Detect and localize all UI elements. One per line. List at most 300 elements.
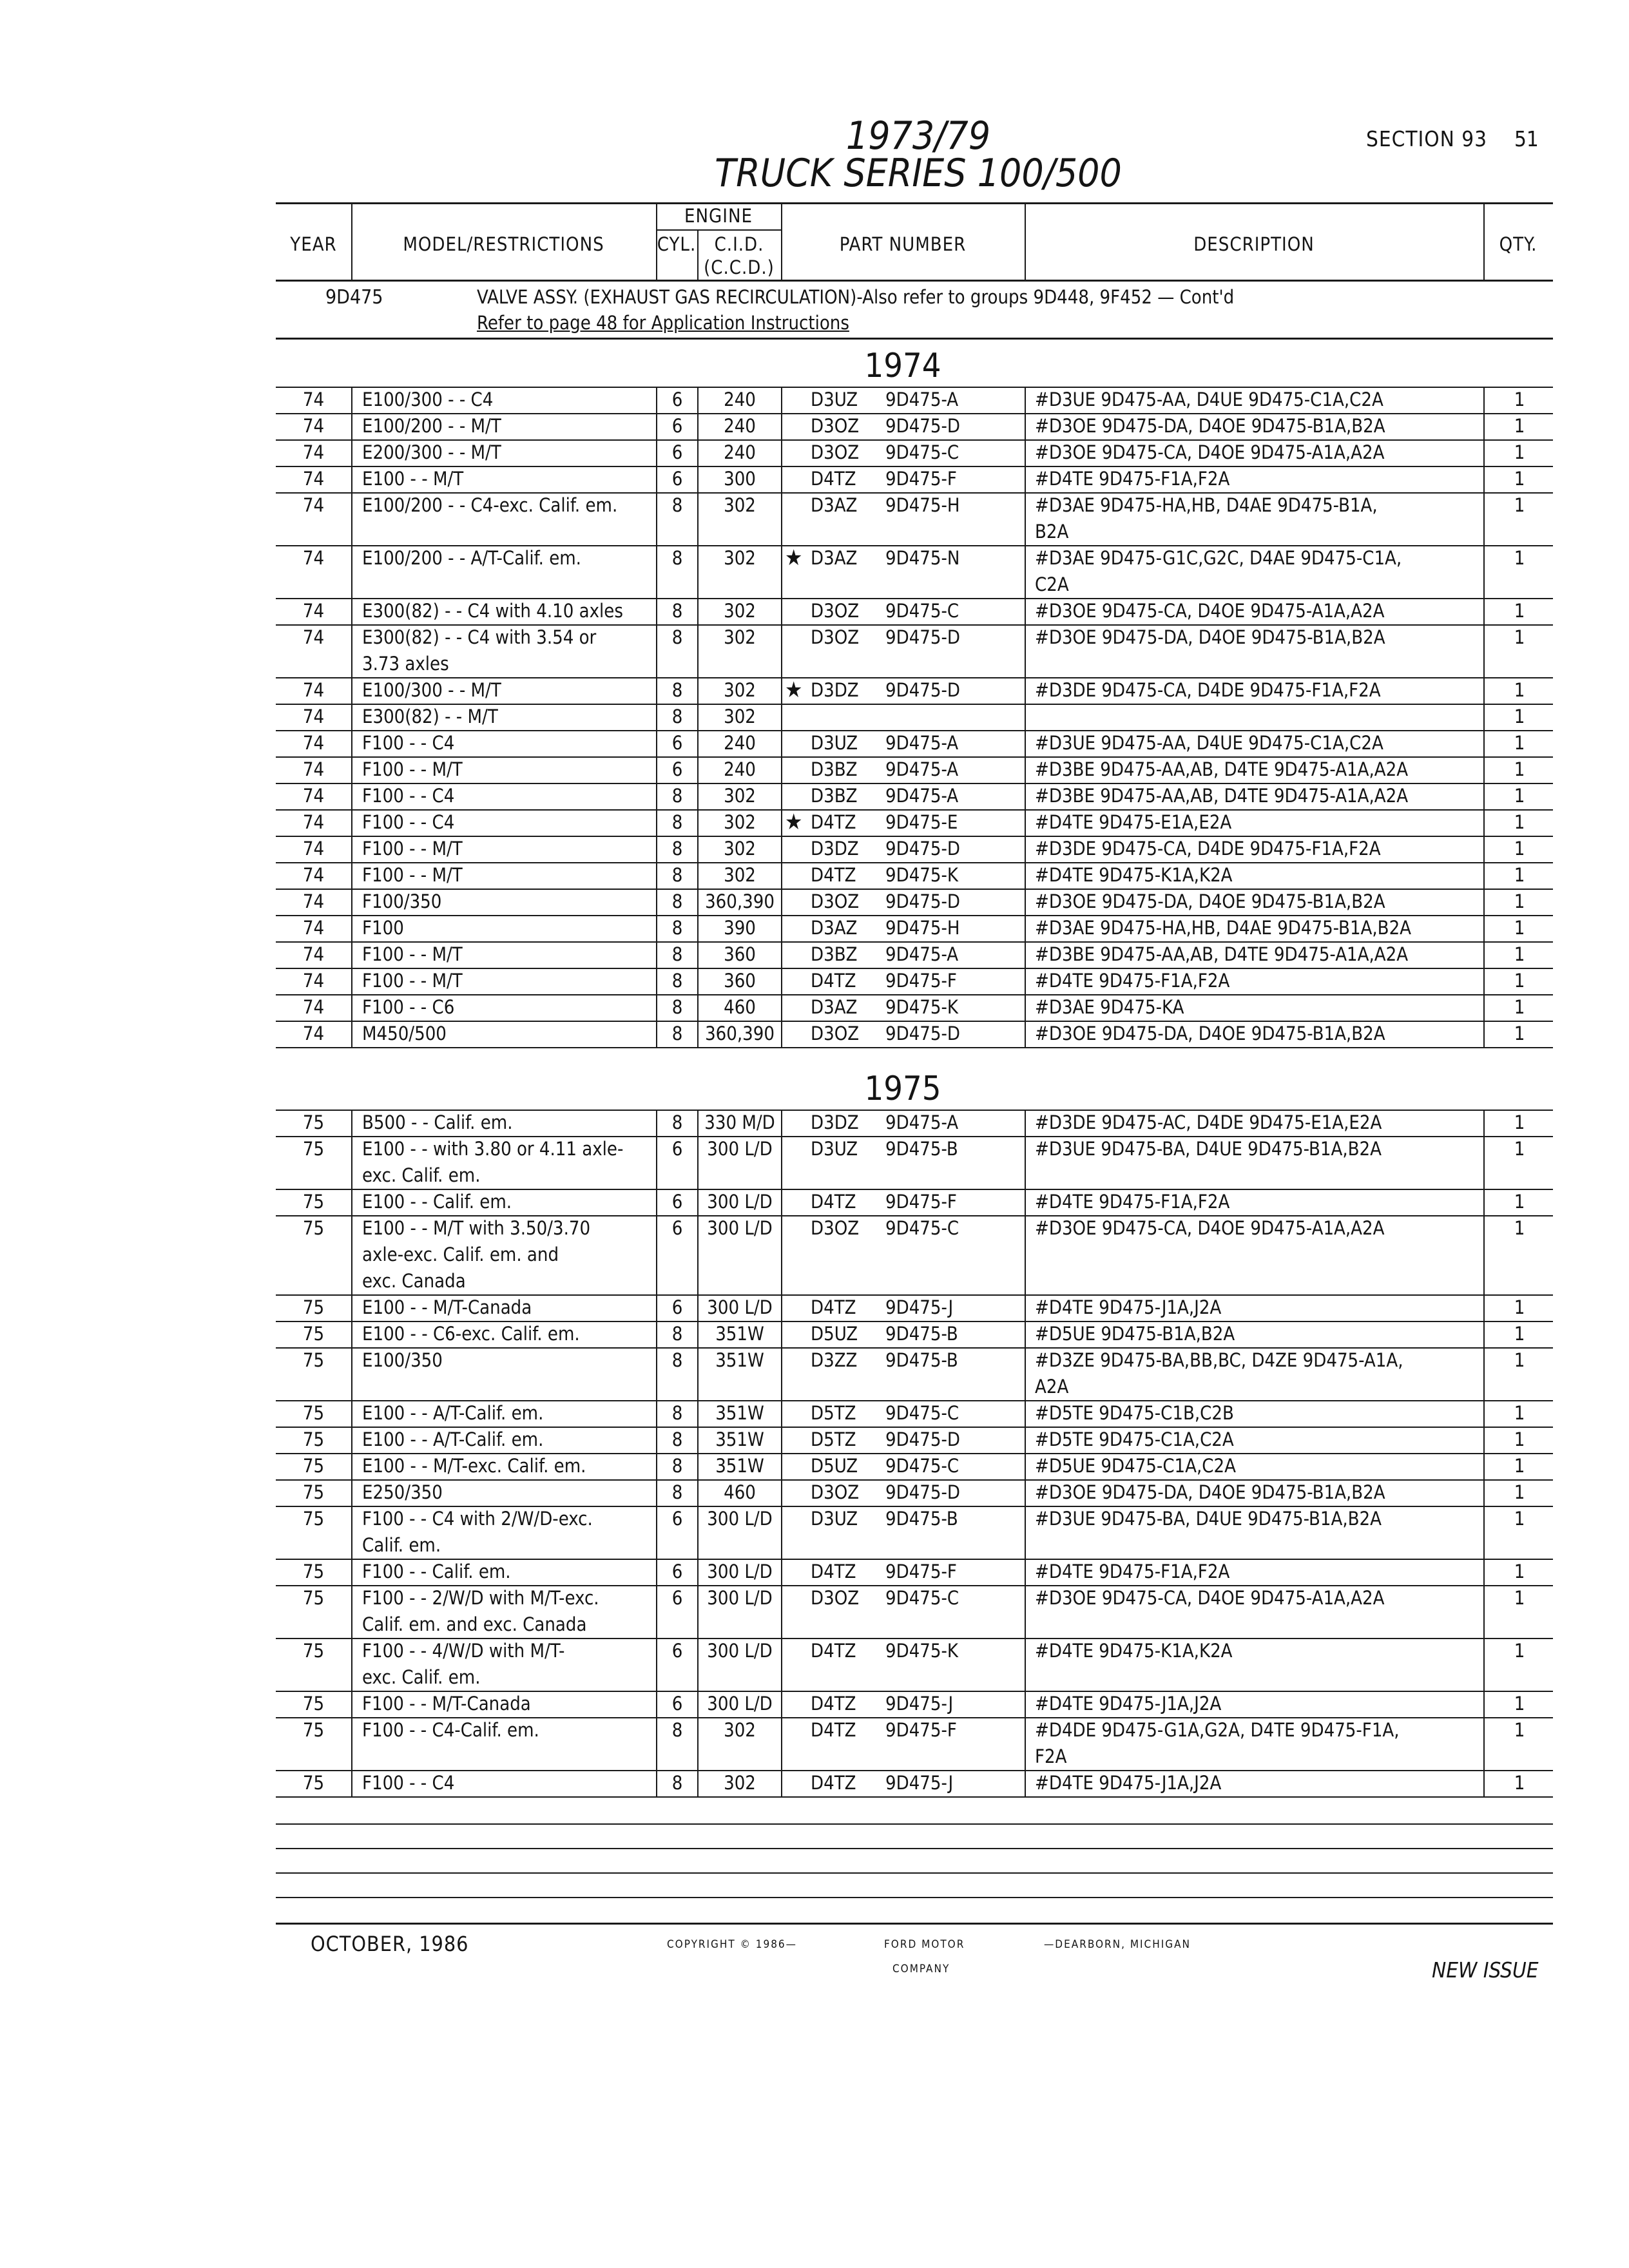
cell-desc: #D4TE 9D475-J1A,J2A [1035,1693,1222,1715]
cell-model: F100 - - C4 with 2/W/D-exc. [362,1508,593,1530]
cell-cyl: 8 [671,917,683,939]
cell-prefix: D3DZ [811,838,859,860]
cell-desc: #D3OE 9D475-DA, D4OE 9D475-B1A,B2A [1035,1023,1385,1044]
cell-model: F100 - - M/T [362,970,463,992]
cell-qty: 1 [1514,1191,1525,1213]
cell-cyl: 6 [671,468,683,490]
cell-qty: 1 [1514,1587,1525,1609]
cell-model: F100 - - M/T [362,943,463,965]
star-icon: ★ [785,809,803,835]
cell-model: B500 - - Calif. em. [362,1111,513,1133]
cell-qty: 1 [1514,1428,1525,1450]
cell-model: 3.73 axles [362,653,449,675]
cell-desc: #D3AE 9D475-HA,HB, D4AE 9D475-B1A, [1035,494,1378,516]
cell-prefix: D3OZ [811,1587,860,1609]
cell-cyl: 8 [671,1023,683,1044]
cell-year: 75 [302,1138,325,1160]
cell-prefix: D3AZ [811,494,858,516]
cell-model: E200/300 - - M/T [362,441,501,463]
cell-prefix: D3UZ [811,389,858,410]
cell-part: 9D475-C [885,600,959,622]
cell-year: 75 [302,1719,325,1741]
cell-prefix: D3OZ [811,1217,860,1239]
cell-year: 74 [302,389,325,410]
cell-prefix: D4TZ [811,1561,856,1582]
cell-qty: 1 [1514,1693,1525,1715]
cell-model: F100 - - M/T [362,758,463,780]
cell-prefix: D5TZ [811,1402,856,1424]
cell-part: 9D475-F [885,970,957,992]
cell-part: 9D475-H [885,494,960,516]
row-rule [276,1796,1553,1798]
cell-year: 74 [302,679,325,701]
cell-model: E100 - - A/T-Calif. em. [362,1428,544,1450]
cell-cyl: 8 [671,943,683,965]
cell-year: 74 [302,415,325,437]
cell-prefix: D3BZ [811,943,858,965]
cell-qty: 1 [1514,1772,1525,1794]
cell-model: F100 - - 2/W/D with M/T-exc. [362,1587,599,1609]
cell-cid: 300 L/D [707,1508,773,1530]
cell-year: 74 [302,838,325,860]
cell-part: 9D475-C [885,1217,959,1239]
cell-model: E300(82) - - C4 with 4.10 axles [362,600,623,622]
cell-year: 74 [302,494,325,516]
cell-cyl: 8 [671,1772,683,1794]
cell-desc: A2A [1035,1376,1069,1398]
cell-desc: #D3BE 9D475-AA,AB, D4TE 9D475-A1A,A2A [1035,785,1409,807]
cell-cid: 302 [724,838,756,860]
cell-qty: 1 [1514,1323,1525,1345]
cell-prefix: D4TZ [811,811,856,833]
cell-cyl: 8 [671,1111,683,1133]
cell-year: 74 [302,785,325,807]
footer-rule [276,1923,1553,1925]
cell-desc: #D5UE 9D475-B1A,B2A [1035,1323,1235,1345]
cell-desc: #D3UE 9D475-BA, D4UE 9D475-B1A,B2A [1035,1138,1382,1160]
group-note: Refer to page 48 for Application Instructions [477,312,849,334]
cell-desc: B2A [1035,521,1069,543]
cell-cyl: 8 [671,890,683,912]
cell-model: E100 - - M/T-Canada [362,1296,532,1318]
cell-prefix: D3OZ [811,441,860,463]
cell-cid: 302 [724,1772,756,1794]
cell-prefix: D3BZ [811,785,858,807]
cell-part: 9D475-J [885,1296,954,1318]
cell-part: 9D475-K [885,864,958,886]
cell-model: E300(82) - - M/T [362,706,498,727]
cell-model: exc. Calif. em. [362,1666,481,1688]
cell-year: 75 [302,1587,325,1609]
cell-cyl: 6 [671,415,683,437]
cell-model: E100 - - A/T-Calif. em. [362,1402,544,1424]
cell-qty: 1 [1514,917,1525,939]
cell-cid: 240 [724,758,756,780]
cell-model: E100/300 - - C4 [362,389,494,410]
cell-part: 9D475-B [885,1508,958,1530]
cell-cid: 300 L/D [707,1296,773,1318]
cell-prefix: D4TZ [811,1296,856,1318]
cell-prefix: D4TZ [811,1772,856,1794]
header-cyl: CYL. [657,233,697,255]
cell-part: 9D475-A [885,1111,959,1133]
star-icon: ★ [785,545,803,571]
cell-desc: #D3OE 9D475-DA, D4OE 9D475-B1A,B2A [1035,415,1385,437]
cell-year: 74 [302,732,325,754]
footer-company-line1: FORD MOTOR [884,1938,965,1951]
column-divider [1025,387,1026,1047]
cell-cid: 302 [724,1719,756,1741]
cell-part: 9D475-F [885,468,957,490]
cell-cyl: 6 [671,732,683,754]
cell-model: F100 - - M/T [362,864,463,886]
cell-part: 9D475-A [885,389,959,410]
cell-cyl: 8 [671,494,683,516]
column-divider [1025,1110,1026,1796]
cell-cyl: 6 [671,1561,683,1582]
cell-cid: 240 [724,389,756,410]
cell-cyl: 8 [671,1719,683,1741]
cell-desc: #D4TE 9D475-F1A,F2A [1035,970,1230,992]
cell-cyl: 6 [671,1217,683,1239]
cell-year: 74 [302,970,325,992]
cell-cyl: 6 [671,1693,683,1715]
cell-model: Calif. em. [362,1534,441,1556]
cell-qty: 1 [1514,890,1525,912]
cell-qty: 1 [1514,1402,1525,1424]
header-model: MODEL/RESTRICTIONS [403,233,604,255]
cell-desc: #D4TE 9D475-E1A,E2A [1035,811,1232,833]
page-title-series: TRUCK SERIES 100/500 [715,151,1122,196]
cell-desc: #D3UE 9D475-AA, D4UE 9D475-C1A,C2A [1035,732,1383,754]
cell-cid: 351W [715,1323,764,1345]
footer-blank-rule [276,1872,1553,1874]
cell-model: axle-exc. Calif. em. and [362,1244,559,1265]
cell-prefix: D3UZ [811,1138,858,1160]
cell-prefix: D3OZ [811,1481,860,1503]
cell-prefix: D5UZ [811,1455,858,1477]
cell-model: M450/500 [362,1023,447,1044]
cell-prefix: D3UZ [811,732,858,754]
cell-qty: 1 [1514,494,1525,516]
cell-model: E100/200 - - M/T [362,415,501,437]
footer-blank-rule [276,1823,1553,1825]
cell-qty: 1 [1514,1719,1525,1741]
cell-part: 9D475-B [885,1349,958,1371]
cell-qty: 1 [1514,1349,1525,1371]
header-ccd: (C.C.D.) [704,256,775,278]
cell-model: F100 - - C4 [362,732,455,754]
cell-prefix: D3OZ [811,890,860,912]
cell-cyl: 8 [671,864,683,886]
cell-model: Calif. em. and exc. Canada [362,1613,587,1635]
cell-part: 9D475-D [885,626,960,648]
cell-model: F100 - - Calif. em. [362,1561,511,1582]
cell-model: E100/300 - - M/T [362,679,501,701]
footer-blank-rule [276,1848,1553,1849]
cell-cyl: 6 [671,758,683,780]
cell-prefix: D3AZ [811,996,858,1018]
cell-cyl: 8 [671,1349,683,1371]
column-divider [1483,1110,1485,1796]
cell-prefix: D3DZ [811,1111,859,1133]
cell-part: 9D475-D [885,838,960,860]
cell-model: F100 - - 4/W/D with M/T- [362,1640,565,1662]
cell-cid: 300 [724,468,756,490]
cell-cid: 360,390 [705,890,775,912]
cell-model: F100 - - C4 [362,1772,455,1794]
cell-cyl: 8 [671,1428,683,1450]
cell-qty: 1 [1514,1023,1525,1044]
cell-prefix: D3OZ [811,415,860,437]
cell-cid: 300 L/D [707,1217,773,1239]
cell-cid: 240 [724,441,756,463]
cell-part: 9D475-D [885,679,960,701]
cell-cyl: 8 [671,970,683,992]
cell-year: 74 [302,626,325,648]
cell-cyl: 8 [671,600,683,622]
cell-cid: 360 [724,970,756,992]
cell-qty: 1 [1514,415,1525,437]
cell-prefix: D4TZ [811,1640,856,1662]
cell-model: E300(82) - - C4 with 3.54 or [362,626,597,648]
cell-year: 74 [302,864,325,886]
cell-prefix: D4TZ [811,1719,856,1741]
cell-desc: #D4TE 9D475-F1A,F2A [1035,468,1230,490]
cell-part: 9D475-D [885,890,960,912]
cell-year: 75 [302,1561,325,1582]
cell-model: E100 - - M/T [362,468,464,490]
cell-year: 75 [302,1772,325,1794]
cell-desc: #D5TE 9D475-C1B,C2B [1035,1402,1234,1424]
cell-desc: #D5TE 9D475-C1A,C2A [1035,1428,1234,1450]
header-engine: ENGINE [684,205,753,227]
cell-qty: 1 [1514,732,1525,754]
cell-year: 75 [302,1693,325,1715]
cell-part: 9D475-F [885,1719,957,1741]
cell-prefix: D5UZ [811,1323,858,1345]
footer-location: —DEARBORN, MICHIGAN [1044,1938,1191,1951]
cell-desc: #D4TE 9D475-J1A,J2A [1035,1772,1222,1794]
cell-desc: F2A [1035,1745,1067,1767]
cell-desc: #D3BE 9D475-AA,AB, D4TE 9D475-A1A,A2A [1035,758,1409,780]
cell-cid: 360,390 [705,1023,775,1044]
group-description: VALVE ASSY. (EXHAUST GAS RECIRCULATION)-Also refer to groups 9D448, 9F452 — Cont'd [477,286,1235,308]
cell-cyl: 6 [671,1191,683,1213]
cell-qty: 1 [1514,970,1525,992]
row-rule [276,1047,1553,1048]
cell-cyl: 6 [671,389,683,410]
cell-year: 74 [302,890,325,912]
cell-part: 9D475-E [885,811,958,833]
cell-part: 9D475-H [885,917,960,939]
cell-part: 9D475-K [885,1640,958,1662]
cell-cyl: 6 [671,1587,683,1609]
column-divider [351,387,352,1047]
cell-qty: 1 [1514,864,1525,886]
cell-qty: 1 [1514,547,1525,569]
cell-part: 9D475-K [885,996,958,1018]
cell-prefix: D3ZZ [811,1349,858,1371]
cell-year: 75 [302,1217,325,1239]
cell-model: F100 [362,917,404,939]
cell-qty: 1 [1514,468,1525,490]
cell-cid: 360 [724,943,756,965]
cell-desc: #D5UE 9D475-C1A,C2A [1035,1455,1236,1477]
cell-part: 9D475-B [885,1323,958,1345]
header-description: DESCRIPTION [1193,233,1315,255]
cell-qty: 1 [1514,811,1525,833]
cell-year: 75 [302,1191,325,1213]
cell-part: 9D475-D [885,1023,960,1044]
cell-desc: #D4DE 9D475-G1A,G2A, D4TE 9D475-F1A, [1035,1719,1400,1741]
cell-cyl: 8 [671,547,683,569]
cell-year: 75 [302,1349,325,1371]
cell-cid: 302 [724,706,756,727]
cell-year: 74 [302,441,325,463]
cell-desc: #D4TE 9D475-F1A,F2A [1035,1191,1230,1213]
cell-part: 9D475-C [885,1587,959,1609]
cell-qty: 1 [1514,600,1525,622]
cell-qty: 1 [1514,943,1525,965]
cell-year: 74 [302,758,325,780]
column-divider [697,387,699,1047]
cell-year: 74 [302,996,325,1018]
cell-year: 74 [302,917,325,939]
star-icon: ★ [785,677,803,703]
column-divider [781,1110,782,1796]
cell-model: F100 - - M/T-Canada [362,1693,531,1715]
cell-cyl: 8 [671,838,683,860]
cell-part: 9D475-A [885,943,959,965]
cell-year: 74 [302,600,325,622]
cell-cid: 330 M/D [704,1111,775,1133]
cell-part: 9D475-F [885,1191,957,1213]
cell-prefix: D3DZ [811,679,859,701]
cell-cyl: 6 [671,1508,683,1530]
group-code: 9D475 [325,286,383,309]
cell-part: 9D475-J [885,1693,954,1715]
cell-year: 75 [302,1640,325,1662]
cell-cyl: 8 [671,1323,683,1345]
column-divider [656,1110,657,1796]
cell-model: E100 - - M/T with 3.50/3.70 [362,1217,591,1239]
cell-qty: 1 [1514,389,1525,410]
cell-model: exc. Calif. em. [362,1164,481,1186]
cell-cid: 300 L/D [707,1587,773,1609]
cell-desc: #D3DE 9D475-CA, D4DE 9D475-F1A,F2A [1035,679,1381,701]
cell-cid: 302 [724,600,756,622]
section-year-heading: 1975 [864,1070,941,1108]
cell-year: 75 [302,1508,325,1530]
cell-year: 74 [302,547,325,569]
footer-company-line2: COMPANY [892,1963,950,1975]
cell-cyl: 6 [671,1640,683,1662]
header-cid: C.I.D. [714,233,764,255]
section-year-heading: 1974 [864,347,941,385]
cell-qty: 1 [1514,785,1525,807]
cell-cid: 302 [724,811,756,833]
cell-cyl: 8 [671,996,683,1018]
cell-desc: #D3AE 9D475-KA [1035,996,1184,1018]
cell-cid: 300 L/D [707,1138,773,1160]
cell-cid: 351W [715,1402,764,1424]
column-divider [656,387,657,1047]
cell-prefix: D3UZ [811,1508,858,1530]
cell-model: F100 - - C4-Calif. em. [362,1719,539,1741]
cell-cyl: 8 [671,1402,683,1424]
cell-qty: 1 [1514,706,1525,727]
cell-part: 9D475-A [885,758,959,780]
cell-desc: #D4TE 9D475-K1A,K2A [1035,1640,1233,1662]
cell-cyl: 8 [671,626,683,648]
cell-desc: #D3OE 9D475-CA, D4OE 9D475-A1A,A2A [1035,600,1385,622]
page-title-years: 1973/79 [845,113,991,159]
cell-desc: #D3UE 9D475-AA, D4UE 9D475-C1A,C2A [1035,389,1383,410]
cell-prefix: D4TZ [811,1191,856,1213]
cell-qty: 1 [1514,1296,1525,1318]
cell-cid: 390 [724,917,756,939]
cell-cyl: 6 [671,1296,683,1318]
cell-qty: 1 [1514,1455,1525,1477]
cell-qty: 1 [1514,441,1525,463]
cell-desc: #D3DE 9D475-AC, D4DE 9D475-E1A,E2A [1035,1111,1382,1133]
cell-year: 75 [302,1402,325,1424]
header-year: YEAR [290,233,337,255]
cell-part: 9D475-J [885,1772,954,1794]
cell-model: E100 - - with 3.80 or 4.11 axle- [362,1138,624,1160]
cell-prefix: D3BZ [811,758,858,780]
cell-cyl: 8 [671,706,683,727]
cell-model: E100 - - C6-exc. Calif. em. [362,1323,580,1345]
cell-prefix: D3AZ [811,547,858,569]
cell-prefix: D4TZ [811,864,856,886]
cell-qty: 1 [1514,1481,1525,1503]
cell-cyl: 8 [671,679,683,701]
cell-part: 9D475-C [885,1455,959,1477]
cell-prefix: D4TZ [811,1693,856,1715]
cell-qty: 1 [1514,679,1525,701]
cell-model: E100/350 [362,1349,443,1371]
cell-model: F100 - - M/T [362,838,463,860]
footer-copyright: COPYRIGHT © 1986— [667,1938,797,1951]
cell-model: E100/200 - - C4-exc. Calif. em. [362,494,618,516]
cell-desc: #D3OE 9D475-DA, D4OE 9D475-B1A,B2A [1035,1481,1385,1503]
cell-prefix: D4TZ [811,468,856,490]
cell-cyl: 8 [671,811,683,833]
cell-prefix: D4TZ [811,970,856,992]
cell-desc: #D3BE 9D475-AA,AB, D4TE 9D475-A1A,A2A [1035,943,1409,965]
cell-part: 9D475-D [885,1481,960,1503]
cell-model: E100/200 - - A/T-Calif. em. [362,547,581,569]
cell-cid: 302 [724,494,756,516]
header-part-number: PART NUMBER [839,233,967,255]
cell-prefix: D3OZ [811,626,860,648]
cell-year: 74 [302,811,325,833]
cell-model: F100 - - C4 [362,811,455,833]
cell-cid: 300 L/D [707,1693,773,1715]
cell-year: 75 [302,1428,325,1450]
cell-cid: 240 [724,415,756,437]
cell-desc: #D4TE 9D475-F1A,F2A [1035,1561,1230,1582]
cell-cyl: 8 [671,785,683,807]
cell-part: 9D475-C [885,441,959,463]
cell-part: 9D475-D [885,415,960,437]
footer-blank-rule [276,1897,1553,1898]
cell-qty: 1 [1514,758,1525,780]
cell-desc: #D3ZE 9D475-BA,BB,BC, D4ZE 9D475-A1A, [1035,1349,1403,1371]
cell-cid: 300 L/D [707,1191,773,1213]
